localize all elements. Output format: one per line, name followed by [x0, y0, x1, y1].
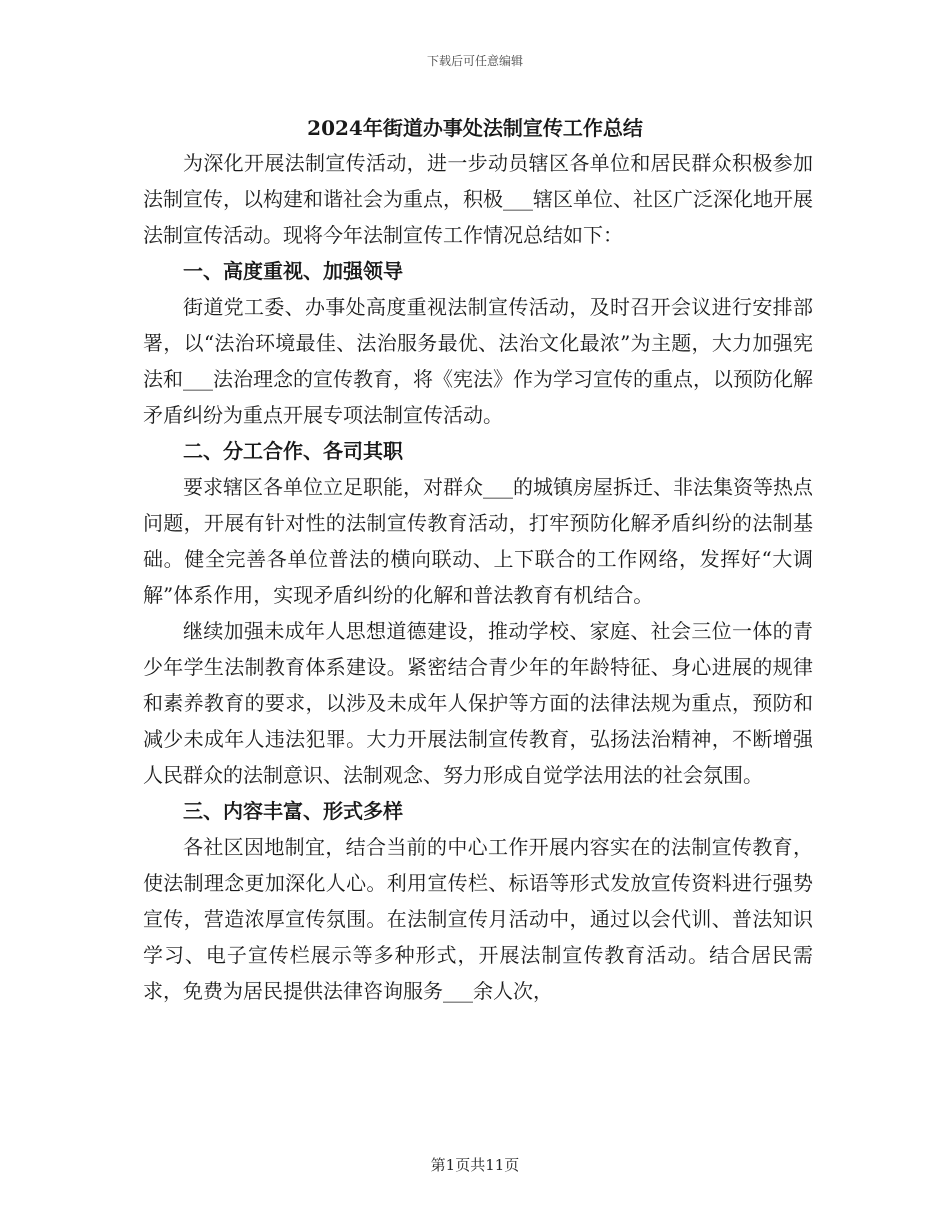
section-2-paragraph-1: 要求辖区各单位立足职能，对群众___的城镇房屋拆迁、非法集资等热点问题，开展有针对性的法制宣传教育活动，打牢预防化解矛盾纠纷的法制基础。健全完善各单位普法的横向联动、上下联合的工作网络，发挥好“大调解”体系作用，实现矛盾纠纷的化解和普法教育有机结合。: [143, 475, 813, 607]
section-2-heading: 二、分工合作、各司其职: [183, 439, 403, 463]
document-title: 2024年街道办事处法制宣传工作总结: [307, 116, 643, 140]
document-body: [143, 145, 813, 1009]
section-3-heading: 三、内容丰富、形式多样: [183, 799, 403, 823]
page-indicator: 第1页共11页: [430, 1156, 520, 1174]
section-1-paragraph-1: 街道党工委、办事处高度重视法制宣传活动，及时召开会议进行安排部署，以“法治环境最佳、法治服务最优、法治文化最浓”为主题，大力加强宪法和___法治理念的宣传教育，将《宪法》作为学习宣传的重点，以预防化解矛盾纠纷为重点开展专项法制宣传活动。: [143, 295, 813, 427]
intro-paragraph: 为深化开展法制宣传活动，进一步动员辖区各单位和居民群众积极参加法制宣传，以构建和谐社会为重点，积极___辖区单位、社区广泛深化地开展法制宣传活动。现将今年法制宣传工作情况总结如下：: [143, 151, 813, 247]
section-2-paragraph-2: 继续加强未成年人思想道德建设，推动学校、家庭、社会三位一体的青少年学生法制教育体系建设。紧密结合青少年的年龄特征、身心进展的规律和素养教育的要求，以涉及未成年人保护等方面的法律法规为重点，预防和减少未成年人违法犯罪。大力开展法制宣传教育，弘扬法治精神，不断增强人民群众的法制意识、法制观念、努力形成自觉学法用法的社会氛围。: [143, 619, 813, 787]
section-3-paragraph-1: 各社区因地制宜，结合当前的中心工作开展内容实在的法制宣传教育，使法制理念更加深化人心。利用宣传栏、标语等形式发放宣传资料进行强势宣传，营造浓厚宣传氛围。在法制宣传月活动中，通过以会代训、普法知识学习、电子宣传栏展示等多种形式，开展法制宣传教育活动。结合居民需求，免费为居民提供法律咨询服务___余人次，: [143, 835, 813, 1003]
page-header-note: 下载后可任意编辑: [426, 54, 523, 68]
section-1-heading: 一、高度重视、加强领导: [183, 259, 403, 283]
